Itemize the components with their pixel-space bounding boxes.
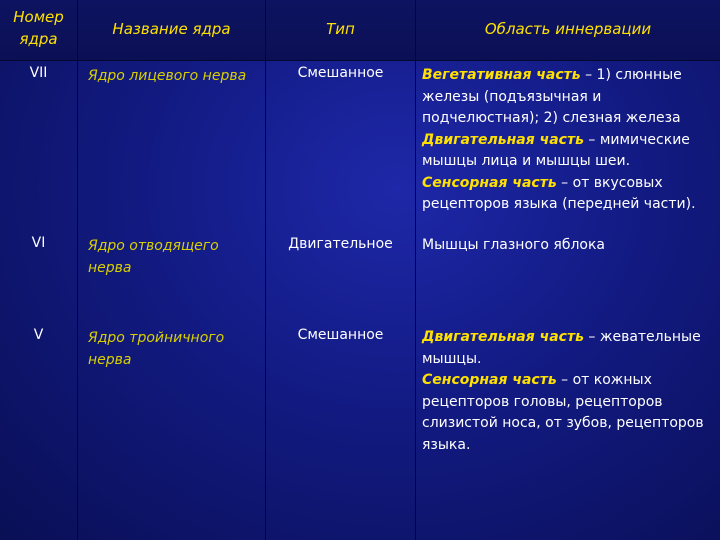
row-type: Двигательное — [266, 230, 416, 322]
row-type: Смешанное — [266, 322, 416, 540]
sensory-text: – от кожных рецепторов головы, рецепторов слизистой носа, от зубов, рецепторов языка. — [422, 372, 704, 453]
row-num: VII — [0, 60, 78, 230]
row-name: Ядро отводящего нерва — [78, 230, 266, 322]
header-area: Область иннервации — [484, 20, 652, 38]
row-num: VI — [0, 230, 78, 322]
row-name: Ядро лицевого нерва — [78, 60, 266, 230]
sensory-text: – от вкусовых рецепторов языка (передней части). — [422, 174, 696, 212]
row-name: Ядро тройничного нерва — [78, 322, 266, 540]
row-type: Смешанное — [266, 60, 416, 230]
header-type: Тип — [266, 0, 416, 60]
sensory-label: Сенсорная часть — [422, 174, 557, 191]
table-row — [0, 230, 720, 322]
veg-label: Вегетативная часть — [422, 67, 581, 83]
table-row — [0, 60, 720, 230]
motor-label: Двигательная часть — [422, 131, 584, 148]
header-num: Номер ядра — [0, 0, 78, 60]
row-area — [416, 60, 720, 230]
header-name: Название ядра — [78, 0, 266, 60]
table-row — [0, 322, 720, 540]
row-area — [416, 322, 720, 540]
motor-label: Двигательная часть — [422, 329, 584, 345]
area-text: Мышцы глазного яблока — [422, 237, 605, 253]
table-header — [0, 0, 720, 61]
motor-text: – мимические мышцы лица и мышцы шеи. — [422, 131, 690, 169]
motor-text: – жевательные мышцы. — [422, 329, 701, 367]
row-num: V — [0, 322, 78, 540]
sensory-label: Сенсорная часть — [422, 372, 557, 388]
veg-text: – 1) слюнные железы (подъязычная и подчелюстная); 2) слезная железа — [422, 67, 682, 126]
row-area — [416, 230, 720, 322]
